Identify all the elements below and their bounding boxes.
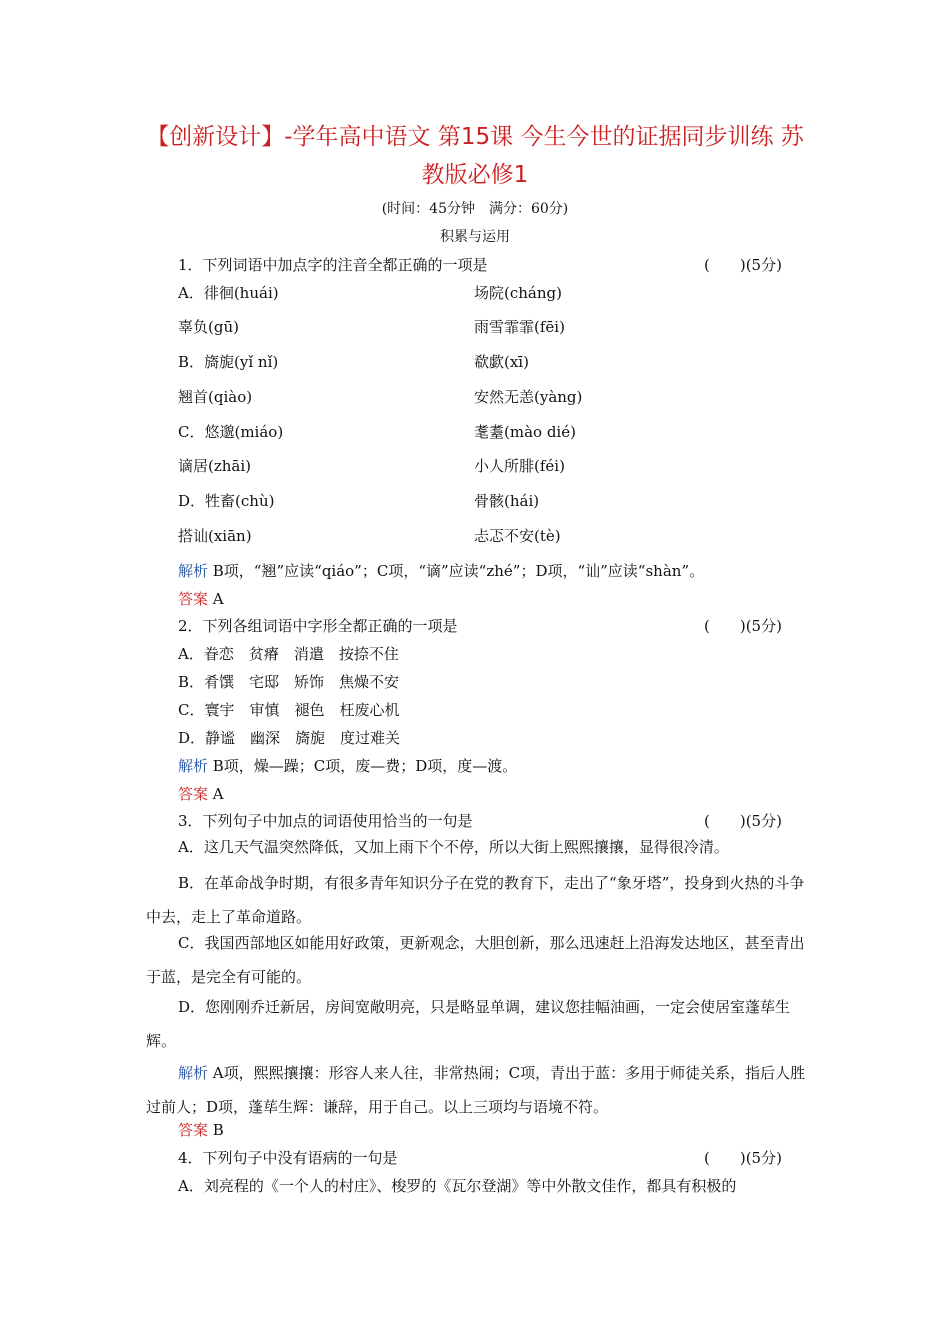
q1-option-c-2: 耄耋(mào dié) xyxy=(474,423,576,441)
q1-option-d-1: D．牲畜(chù) xyxy=(178,492,275,510)
analysis-text: A项，熙熙攘攘：形容人来人往，非常热闹；C项，青出于蓝：多用于师徒关系，指后人胜过前人；D项，蓬荜生辉：谦辞，用于自己。以上三项均与语境不符。 xyxy=(146,1064,806,1116)
q1-option-a-3: 辜负(gū) xyxy=(178,318,239,336)
q1-option-b-4: 安然无恙(yàng) xyxy=(474,388,583,406)
answer-label: 答案 xyxy=(178,1121,209,1139)
q3-option-a: A．这几天气温突然降低，又加上雨下个不停，所以大街上熙熙攘攘，显得很冷清。 xyxy=(178,838,729,856)
answer-text: A xyxy=(208,590,224,608)
q1-option-d-3: 搭讪(xiān) xyxy=(178,527,252,545)
q3-score: ( )(5分) xyxy=(704,812,782,830)
page-title: 【创新设计】-学年高中语文 第15课 今生今世的证据同步训练 苏教版必修1 xyxy=(146,124,804,188)
q1-answer xyxy=(178,588,224,609)
q4-score: ( )(5分) xyxy=(704,1149,782,1167)
q3-stem: 3．下列句子中加点的词语使用恰当的一句是 xyxy=(178,812,473,830)
q2-analysis xyxy=(178,755,517,776)
q2-option-d: D．静谧 幽深 旖旎 度过难关 xyxy=(178,729,401,747)
answer-label: 答案 xyxy=(178,785,209,803)
answer-text: A xyxy=(208,785,224,803)
answer-label: 答案 xyxy=(178,590,209,608)
analysis-label: 解析 xyxy=(178,562,209,580)
q1-score: ( )(5分) xyxy=(704,256,782,274)
q1-option-a-4: 雨雪霏霏(fēi) xyxy=(474,318,565,336)
analysis-label: 解析 xyxy=(178,1064,209,1082)
q1-option-c-1: C．悠邈(miáo) xyxy=(178,423,284,441)
q1-option-a-2: 场院(cháng) xyxy=(474,284,562,302)
analysis-text: B项，“翘”应读“qiáo”；C项，“谪”应读“zhé”；D项，“讪”应读“shàn”。 xyxy=(208,562,705,580)
q2-answer xyxy=(178,783,224,804)
q2-option-a: A．眷恋 贫瘠 消遣 按捺不住 xyxy=(178,645,399,663)
q2-score: ( )(5分) xyxy=(704,617,782,635)
q1-option-d-4: 忐忑不安(tè) xyxy=(474,527,561,545)
q1-option-d-2: 骨骸(hái) xyxy=(474,492,540,510)
q1-option-a-1: A．徘徊(huái) xyxy=(178,284,279,302)
q2-option-c: C．寰宇 审慎 褪色 枉废心机 xyxy=(178,701,400,719)
q3-analysis xyxy=(146,1056,806,1124)
analysis-label: 解析 xyxy=(178,757,209,775)
q1-option-b-2: 欷歔(xī) xyxy=(474,353,529,371)
q2-option-b: B．肴馔 宅邸 矫饰 焦燥不安 xyxy=(178,673,400,691)
q4-stem: 4．下列句子中没有语病的一句是 xyxy=(178,1149,398,1167)
answer-text: B xyxy=(208,1121,224,1139)
q1-option-b-3: 翘首(qiào) xyxy=(178,388,253,406)
q3-option-c: C．我国西部地区如能用好政策，更新观念，大胆创新，那么迅速赶上沿海发达地区，甚至青出于蓝，是完全有可能的。 xyxy=(146,934,805,986)
q1-option-c-3: 谪居(zhāi) xyxy=(178,457,252,475)
q1-stem: 1．下列词语中加点字的注音全都正确的一项是 xyxy=(178,256,488,274)
q1-option-c-4: 小人所腓(féi) xyxy=(474,457,565,475)
q3-option-b: B．在革命战争时期，有很多青年知识分子在党的教育下，走出了“象牙塔”，投身到火热的斗争中去，走上了革命道路。 xyxy=(146,874,805,926)
q2-stem: 2．下列各组词语中字形全都正确的一项是 xyxy=(178,617,458,635)
q1-analysis xyxy=(178,560,704,581)
q4-option-a: A．刘亮程的《一个人的村庄》、梭罗的《瓦尔登湖》等中外散文佳作，都具有积极的 xyxy=(178,1177,737,1195)
section-heading: 积累与运用 xyxy=(440,229,510,245)
analysis-text: B项，燥—躁；C项，废—费；D项，度—渡。 xyxy=(208,757,518,775)
q1-option-b-1: B．旖旎(yǐ nǐ) xyxy=(178,353,279,371)
q3-option-d: D．您刚刚乔迁新居，房间宽敞明亮，只是略显单调，建议您挂幅油画，一定会使居室蓬荜生辉。 xyxy=(146,998,791,1050)
q3-answer xyxy=(178,1119,224,1140)
exam-meta: (时间：45分钟 满分：60分) xyxy=(381,201,569,217)
